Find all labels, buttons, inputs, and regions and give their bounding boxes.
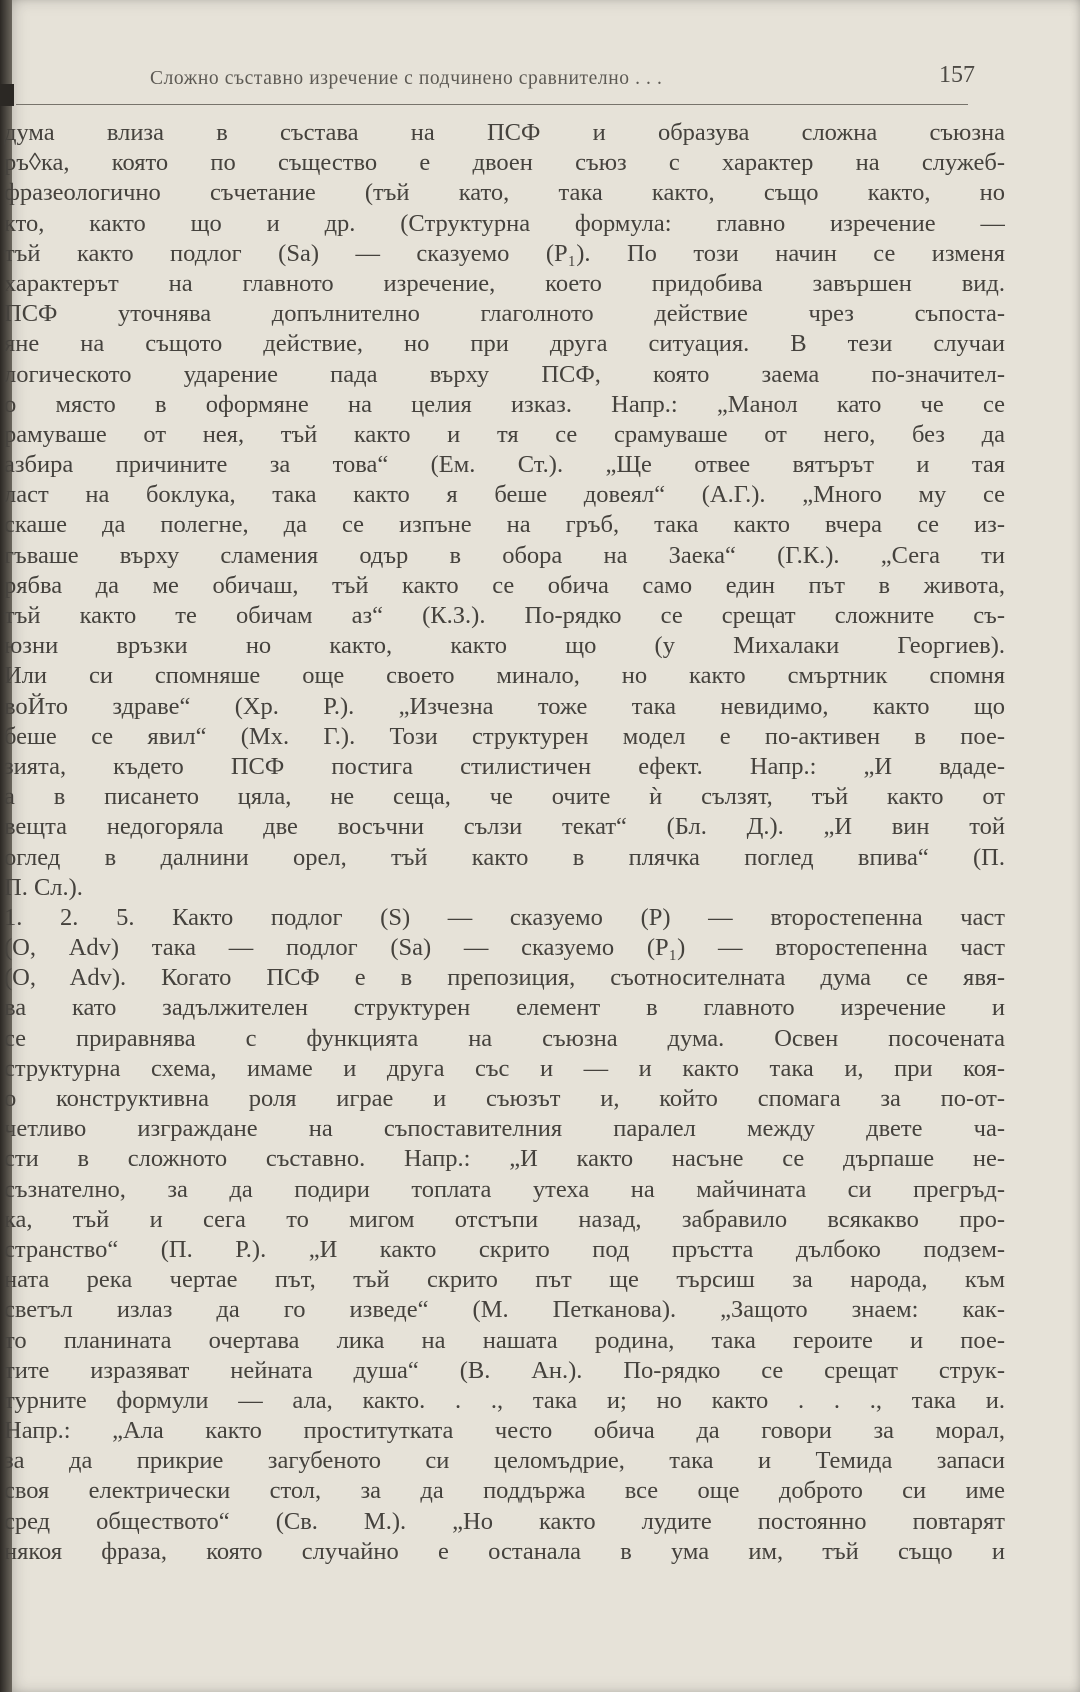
text-line: ПСФ уточнява допълнително глаголното действие чрез съпоста- bbox=[4, 300, 1005, 328]
text-line: ръ◊ка, която по същество е двоен съюз с характер на служеб- bbox=[4, 149, 1005, 177]
text-line: ва като задължителен структурен елемент в главното изречение и bbox=[4, 994, 1005, 1022]
text-line: оглед в далнини орел, тъй както в плячка поглед впива“ (П. bbox=[4, 843, 1005, 871]
text-line: светъл излаз да го изведе“ (М. Петканова). „Защото знаем: как- bbox=[4, 1296, 1005, 1324]
text-line: някоя фраза, която случайно е останала в ума им, тъй също и bbox=[4, 1537, 1005, 1565]
text-line: се приравнява с функцията на съюзна дума. Освен посочената bbox=[4, 1024, 1005, 1052]
text-line: сти в сложното съставно. Напр.: „И както насъне се дърпаше не- bbox=[4, 1145, 1005, 1173]
text-line: сред обществото“ (Св. М.). „Но както лудите постоянно повтарят bbox=[4, 1507, 1005, 1535]
text-line: то планината очертава лика на нашата родина, така героите и пое- bbox=[4, 1326, 1005, 1354]
text-line: зията, където ПСФ постига стилистичен ефект. Напр.: „И вдаде- bbox=[4, 752, 1005, 780]
text-line: П. Сл.). bbox=[4, 873, 83, 901]
body-text bbox=[0, 118, 1005, 1678]
text-line: о конструктивна роля играе и съюзът и, който спомага за по-от- bbox=[4, 1085, 1005, 1112]
running-head: Сложно съставно изречение с подчинено сравнително . . . bbox=[150, 68, 663, 89]
text-line: дума влиза в състава на ПСФ и образува сложна съюзна bbox=[4, 119, 1005, 146]
text-line: странство“ (П. Р.). „И както скрито под пръстта дълбоко подзем- bbox=[4, 1235, 1005, 1263]
text-line: своя електрически стол, за да поддържа все още доброто си име bbox=[4, 1477, 1005, 1505]
page-header bbox=[0, 60, 1080, 104]
text-line: фразеологично съчетание (тъй като, така както, също както, но bbox=[4, 179, 1005, 207]
text-line: вещта недогоряла две восъчни сълзи текат“ (Бл. Д.). „И вин той bbox=[4, 813, 1005, 841]
text-line: о място в оформяне на целия изказ. Напр.: „Манол като че се bbox=[4, 390, 1005, 418]
text-line: турните формули — ала, както. . ., така и; но както . . ., така и. bbox=[4, 1386, 1005, 1414]
text-line: (O, Adv). Когато ПСФ е в препозиция, съотносителната дума се явя- bbox=[4, 964, 1005, 992]
text-line: (О, Adv) така — подлог (Sa) — сказуемо (P₁) — второстепенна част bbox=[4, 934, 1005, 962]
text-line: структурна схема, имаме и друга със и — и както така и, при коя- bbox=[4, 1054, 1005, 1082]
text-line: тъй както подлог (Sa) — сказуемо (P₁). По този начин се изменя bbox=[4, 239, 1005, 267]
text-line: гъваше върху сламения одър в обора на Заека“ (Г.К.). „Сега ти bbox=[4, 541, 1005, 569]
text-line: юзни връзки но както, както що (у Михалаки Георгиев). bbox=[4, 632, 1005, 660]
text-line: съзнателно, за да подири топлата утеха на майчината си прегръд- bbox=[4, 1175, 1005, 1203]
text-line: яне на същото действие, но при друга ситуация. В тези случаи bbox=[4, 330, 1005, 358]
text-line: тите изразяват нейната душа“ (В. Ан.). По-рядко се срещат струк- bbox=[4, 1356, 1005, 1384]
text-line: воЙто здраве“ (Хр. Р.). „Изчезна тоже така невидимо, както що bbox=[4, 692, 1005, 720]
text-line: Напр.: „Ала както проститутката често обича да говори за морал, bbox=[4, 1417, 1005, 1445]
text-line: за да прикрие загубеното си целомъдрие, така и Темида запаси bbox=[4, 1447, 1005, 1475]
text-line: тъй както те обичам аз“ (К.З.). По-рядко се срещат сложните съ- bbox=[4, 602, 1005, 629]
text-line: кто, както що и др. (Структурна формула: главно изречение — bbox=[4, 209, 1005, 237]
text-line: беше се явил“ (Мх. Г.). Този структурен модел е по-активен в пое- bbox=[4, 722, 1005, 750]
text-line: четливо изграждане на съпоставителния паралел между двете ча- bbox=[4, 1115, 1005, 1143]
text-line: скаше да полегне, да се изпъне на гръб, така както вчера се из- bbox=[4, 511, 1005, 539]
text-line: рамуваше от нея, тъй както и тя се срамуваше от него, без да bbox=[4, 420, 1005, 448]
text-line: ка, тъй и сега то мигом отстъпи назад, забравило всякакво про- bbox=[4, 1205, 1005, 1233]
text-line: характерът на главното изречение, което придобива завършен вид. bbox=[4, 269, 1005, 297]
text-line: ната река чертае път, тъй скрито път ще търсиш за народа, към bbox=[4, 1266, 1005, 1294]
text-line: Или си спомняше още своето минало, но както смъртник спомня bbox=[4, 662, 1005, 690]
section-heading-line: 1. 2. 5. Както подлог (S) — сказуемо (P) — второстепенна част bbox=[4, 903, 1005, 931]
text-line: а в писането цяла, не сеща, че очите ѝ сълзят, тъй както от bbox=[4, 783, 1005, 811]
text-line: азбира причините за това“ (Ем. Ст.). „Ще отвее вятърът и тая bbox=[4, 451, 1005, 479]
page-number: 157 bbox=[939, 62, 975, 88]
text-line: логическото ударение пада върху ПСФ, която заема по-значител- bbox=[4, 360, 1005, 388]
header-rule bbox=[16, 104, 968, 105]
text-line: рябва да ме обичаш, тъй както се обича само един път в живота, bbox=[4, 571, 1005, 599]
text-line: ласт на боклука, така както я беше довеял“ (А.Г.). „Много му се bbox=[4, 481, 1005, 509]
